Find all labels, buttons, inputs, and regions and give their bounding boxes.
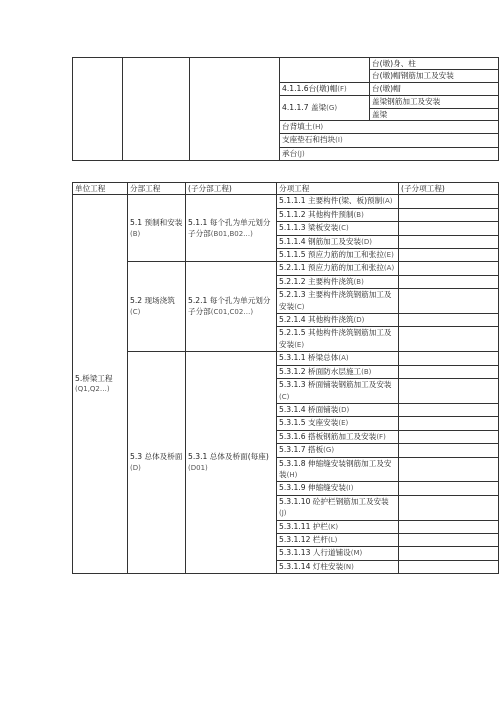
item-cell: 5.1.1.3 梁板安装(C) (277, 222, 399, 235)
sub-item-cell (399, 289, 499, 314)
sub-item-cell (399, 560, 499, 573)
sub-item-cell (399, 208, 499, 221)
item-cell: 5.1.1.2 其他构件预制(B) (277, 208, 399, 221)
sub-item-cell (399, 430, 499, 443)
header-sub-item: (子分项工程) (399, 183, 499, 195)
sub-item-cell (399, 275, 499, 288)
item-cell: 5.2.1.2 主要构件浇筑(B) (277, 275, 399, 288)
sub-division-cell: 5.2.1 每个孔为单元划分子分部(C01,C02…) (186, 262, 277, 352)
item-cell: 5.3.1.13 人行道铺设(M) (277, 547, 399, 560)
item-cell: 5.3.1.4 桥面铺装(D) (277, 403, 399, 416)
division-table (72, 182, 499, 574)
item-cell: 5.3.1.3 桥面铺装钢筋加工及安装(C) (277, 379, 399, 404)
sub-item-cell (399, 417, 499, 430)
continuation-table (72, 57, 499, 161)
sub-item-cell (399, 533, 499, 546)
unit-cell: 5.桥梁工程 (Q1,Q2…) (73, 195, 128, 574)
item-cell: 5.2.1.5 其他构件浇筑钢筋加工及安装(E) (277, 327, 399, 352)
item-cell: 5.1.1.5 预应力筋的加工和张拉(E) (277, 249, 399, 262)
item-cell: 5.3.1.1 桥梁总体(A) (277, 352, 399, 365)
item-cell: 4.1.1.6台(墩)帽(F) (280, 82, 370, 95)
item-cell: 5.3.1.5 支座安装(E) (277, 417, 399, 430)
blank-cell (190, 58, 280, 161)
item-cell: 5.3.1.11 护栏(K) (277, 520, 399, 533)
sub-item-cell (399, 457, 499, 482)
sub-item-cell (399, 520, 499, 533)
sub-item-cell (399, 249, 499, 262)
item-cell: 5.3.1.7 搭板(G) (277, 444, 399, 457)
sub-item-cell (399, 379, 499, 404)
sub-item-cell (399, 195, 499, 208)
item-cell: 支座垫石和挡块(I) (280, 134, 499, 147)
header-item: 分项工程 (277, 183, 399, 195)
division-cell: 5.2 现场浇筑(C) (128, 262, 186, 352)
item-cell: 5.3.1.9 伸缩缝安装(I) (277, 482, 399, 495)
sub-item-cell: 台(墩)身、柱 (370, 58, 499, 70)
sub-item-cell (399, 547, 499, 560)
blank-cell (73, 58, 123, 161)
sub-item-cell (399, 482, 499, 495)
sub-item-cell: 台(墩)帽 (370, 82, 499, 95)
division-cell: 5.1 预制和安装(B) (128, 195, 186, 262)
sub-item-cell (399, 365, 499, 378)
item-cell: 5.3.1.14 灯柱安装(N) (277, 560, 399, 573)
sub-item-cell: 盖梁 (370, 108, 499, 120)
sub-item-cell: 盖梁钢筋加工及安装 (370, 96, 499, 108)
item-cell: 5.1.1.4 钢筋加工及安装(D) (277, 235, 399, 248)
blank-cell (123, 58, 190, 161)
item-cell: 5.2.1.3 主要构件浇筑钢筋加工及安装(C) (277, 289, 399, 314)
item-cell: 5.2.1.1 预应力筋的加工和张拉(A) (277, 262, 399, 275)
sub-item-cell (399, 352, 499, 365)
sub-division-cell: 5.3.1 总体及桥面(每座)(D01) (186, 352, 277, 574)
sub-division-cell: 5.1.1 每个孔为单元划分子分部(B01,B02…) (186, 195, 277, 262)
item-cell: 5.3.1.6 搭板钢筋加工及安装(F) (277, 430, 399, 443)
sub-item-cell: 台(墩)帽钢筋加工及安装 (370, 70, 499, 82)
item-cell: 5.1.1.1 主要构件(梁、板)预制(A) (277, 195, 399, 208)
item-cell: 5.3.1.12 栏杆(L) (277, 533, 399, 546)
header-division: 分部工程 (128, 183, 186, 195)
sub-item-cell (399, 495, 499, 520)
sub-item-cell (399, 314, 499, 327)
sub-item-cell (399, 222, 499, 235)
header-unit: 单位工程 (73, 183, 128, 195)
blank-cell (280, 58, 370, 83)
header-row (73, 183, 499, 195)
item-cell: 5.3.1.2 桥面防水层施工(B) (277, 365, 399, 378)
item-cell: 5.3.1.8 伸缩缝安装钢筋加工及安装(H) (277, 457, 399, 482)
item-cell: 4.1.1.7 盖梁(G) (280, 96, 370, 121)
item-cell: 5.2.1.4 其他构件浇筑(D) (277, 314, 399, 327)
sub-item-cell (399, 262, 499, 275)
header-sub-division: (子分部工程) (186, 183, 277, 195)
sub-item-cell (399, 403, 499, 416)
division-cell: 5.3 总体及桥面(D) (128, 352, 186, 574)
sub-item-cell (399, 444, 499, 457)
item-cell: 承台(J) (280, 147, 499, 160)
item-cell: 台背填土(H) (280, 121, 499, 134)
sub-item-cell (399, 327, 499, 352)
item-cell: 5.3.1.10 砼护栏钢筋加工及安装(J) (277, 495, 399, 520)
sub-item-cell (399, 235, 499, 248)
